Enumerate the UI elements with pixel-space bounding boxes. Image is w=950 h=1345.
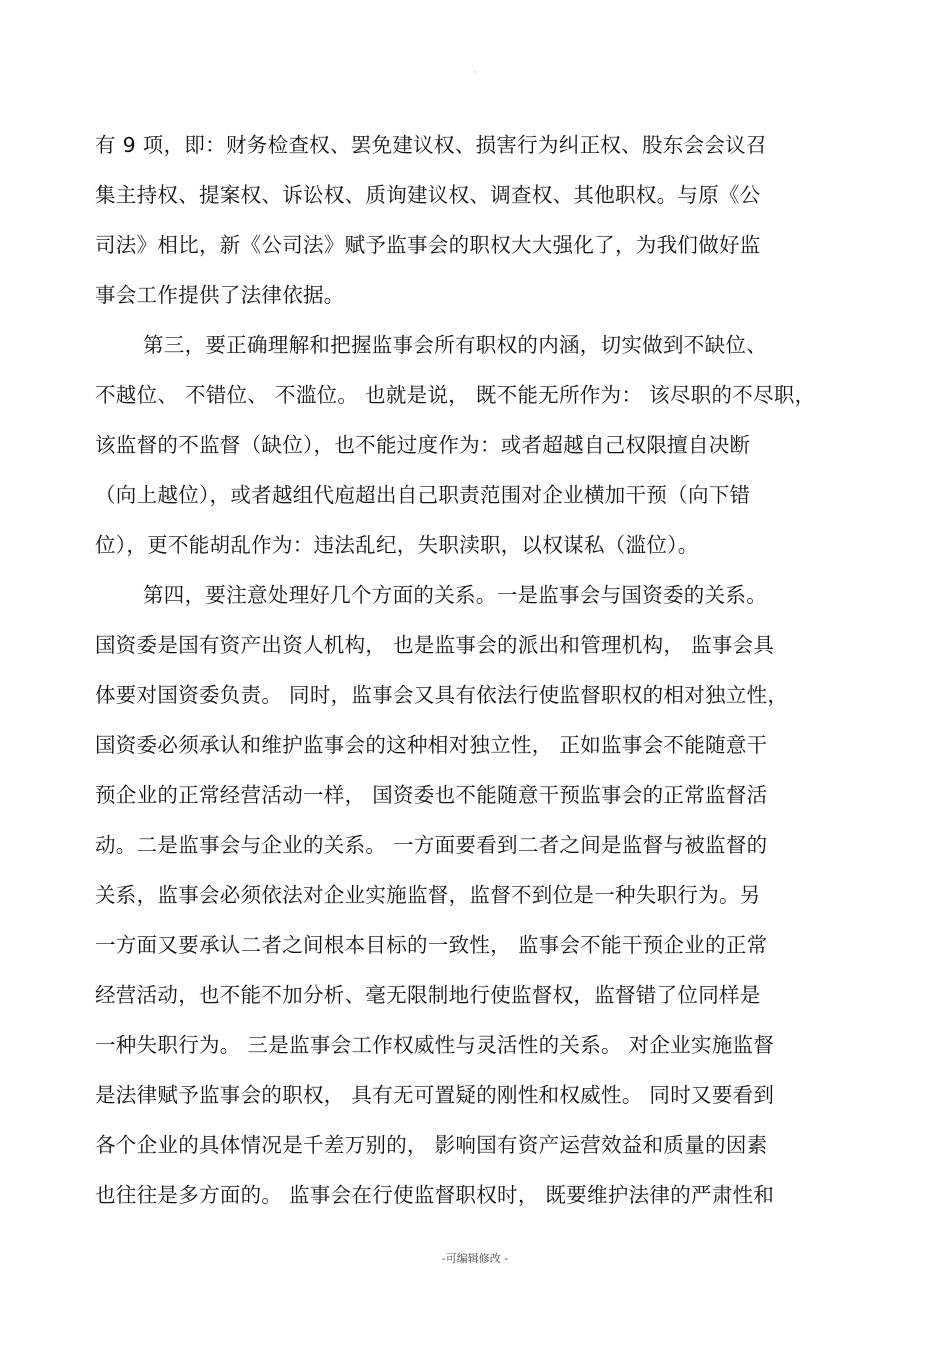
paragraph-start-line: 第四，要注意处理好几个方面的关系。一是监事会与国资委的关系。	[143, 583, 767, 607]
text-line: 预企业的正常经营活动一样， 国资委也不能随意干预监事会的正常监督活	[95, 783, 768, 807]
text-line: 体要对国资委负责。 同时，监事会又具有依法行使监督职权的相对独立性，	[95, 683, 789, 707]
text-line: 司法》相比，新《公司法》赋予监事会的职权大大强化了，为我们做好监	[95, 233, 761, 257]
header-mark: ·	[473, 68, 477, 78]
text-line: 一方面又要承认二者之间根本目标的一致性， 监事会不能干预企业的正常	[95, 933, 768, 957]
text-line: 关系，监事会必须依法对企业实施监督，监督不到位是一种失职行为。另	[95, 883, 761, 907]
text-line: 集主持权、提案权、诉讼权、质询建议权、调查权、其他职权。与原《公	[95, 183, 761, 207]
text-line: 也往往是多方面的。 监事会在行使监督职权时， 既要维护法律的严肃性和	[95, 1183, 775, 1207]
text-line: （向上越位），或者越组代庖超出自己职责范围对企业横加干预（向下错	[95, 483, 751, 507]
text-line: 是法律赋予监事会的职权， 具有无可置疑的刚性和权威性。 同时又要看到	[95, 1083, 775, 1107]
text-line: 有 9 项，即：财务检查权、罢免建议权、损害行为纠正权、股东会会议召	[95, 133, 767, 157]
text-line: 位），更不能胡乱作为：违法乱纪，失职渎职，以权谋私（滥位）。	[95, 533, 699, 557]
page-footer: -可编辑修改 -	[441, 1252, 509, 1265]
text-line: 各个企业的具体情况是千差万别的， 影响国有资产运营效益和质量的因素	[95, 1133, 768, 1157]
text-line: 该监督的不监督（缺位），也不能过度作为：或者超越自己权限擅自决断	[95, 433, 751, 457]
paragraph-start-line: 第三，要正确理解和把握监事会所有职权的内涵，切实做到不缺位、	[143, 333, 767, 357]
text-line: 事会工作提供了法律依据。	[95, 283, 345, 307]
text-line: 国资委是国有资产出资人机构， 也是监事会的派出和管理机构， 监事会具	[95, 633, 775, 657]
text-line: 动。二是监事会与企业的关系。 一方面要看到二者之间是监督与被监督的	[95, 833, 768, 857]
text-line: 不越位、 不错位、 不滥位。 也就是说， 既不能无所作为： 该尽职的不尽职，	[95, 383, 816, 407]
text-line: 国资委必须承认和维护监事会的这种相对独立性， 正如监事会不能随意干	[95, 733, 768, 757]
text-line: 一种失职行为。 三是监事会工作权威性与灵活性的关系。 对企业实施监督	[95, 1033, 775, 1057]
text-line: 经营活动，也不能不加分析、毫无限制地行使监督权，监督错了位同样是	[95, 983, 761, 1007]
document-body	[95, 120, 855, 1220]
